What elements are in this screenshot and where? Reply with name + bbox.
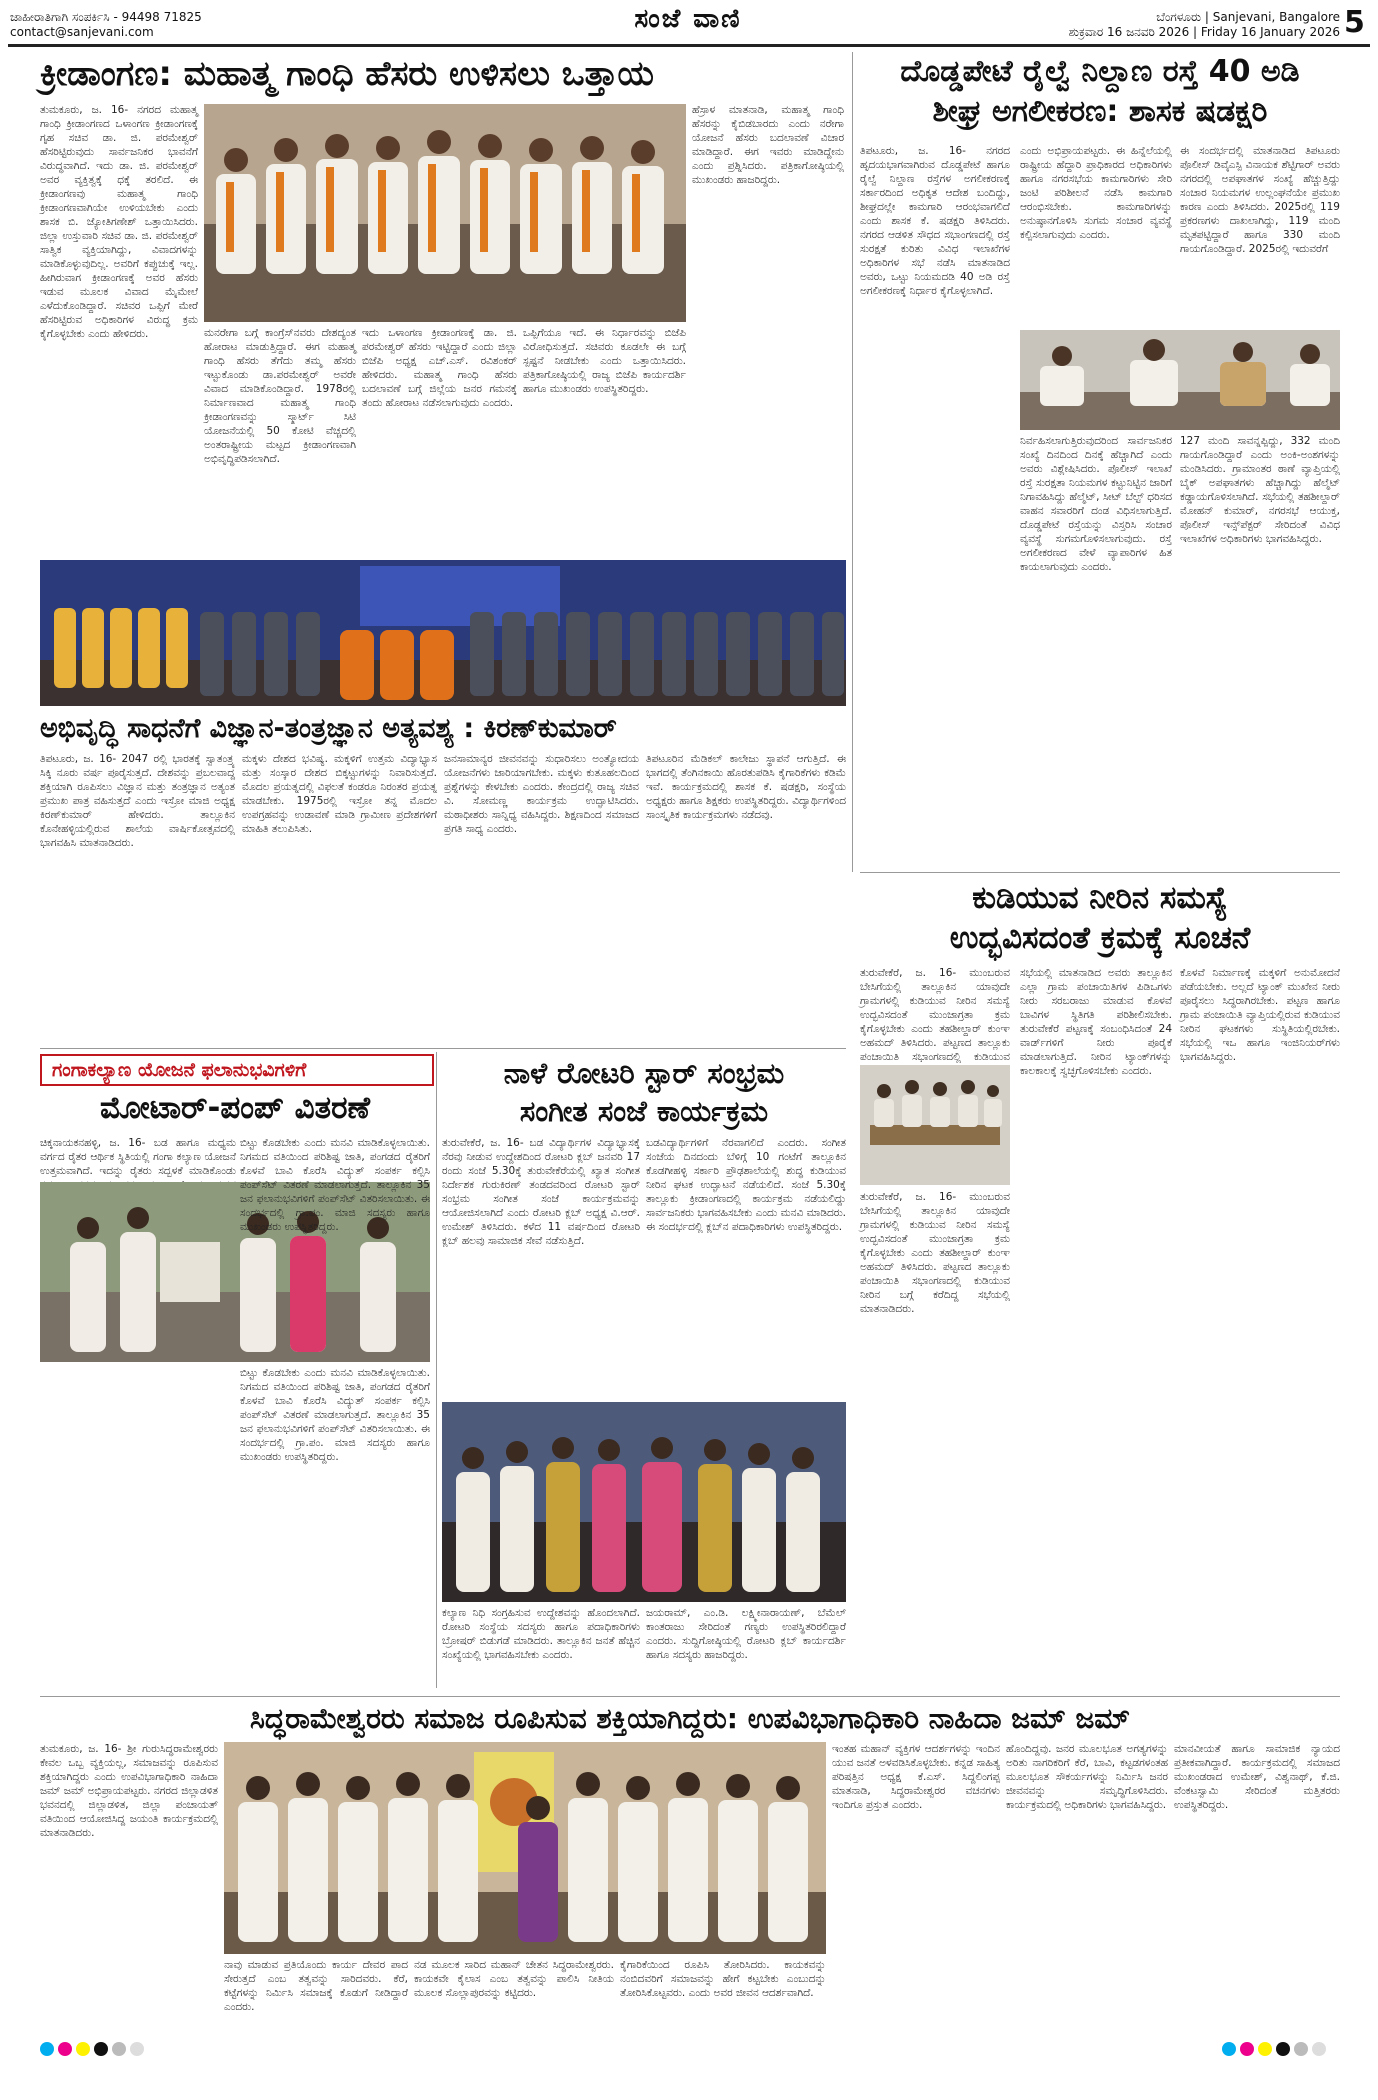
water-column-3: ಕೊಳವೆ ನಿರ್ಮಾಣಕ್ಕೆ ಮಕ್ಕಳಿಗೆ ಅನುಮೋದನೆ ಪಡೆಯಬೇಕು. ಅಲ್ಲದೆ ಟ್ಯಾಂಕ್ ಮುಖೇನ ನೀರು ಪೂರೈಸಲು ಸಿದ್ಧರಾಗಿರಬೇಕು. ಪಟ್ಟಣ ಹಾಗೂ ಗ್ರಾಮ ಪಂಚಾಯಿತಿ ವ್ಯಾಪ್ತಿಯಲ್ಲಿರುವ ಕುಡಿಯುವ ನೀರಿನ ಘಟಕಗಳು ಸುಸ್ಥಿತಿಯಲ್ಲಿರಬೇಕು. ಸಭೆಯಲ್ಲಿ ಇಒ ಹಾಗೂ ಇಂಜಿನಿಯರ್‌ಗಳು ಭಾಗವಹಿಸಿದ್ದರು. [1180,967,1340,1063]
water-headline-line2: ಉದ್ಭವಿಸದಂತೆ ಕ್ರಮಕ್ಕೆ ಸೂಚನೆ [949,920,1251,956]
water-column-1: ತುರುವೇಕೆರೆ, ಜ. 16- ಮುಂಬರುವ ಬೇಸಿಗೆಯಲ್ಲಿ ತಾಲ್ಲೂಕಿನ ಯಾವುದೇ ಗ್ರಾಮಗಳಲ್ಲಿ ಕುಡಿಯುವ ನೀರಿನ ಸಮಸ್ಯೆ ಉದ್ಭವಿಸದಂತೆ ಮುಂಜಾಗ್ರತಾ ಕ್ರಮ ಕೈಗೊಳ್ಳಬೇಕು ಎಂದು ತಹಶೀಲ್ದಾರ್ ಕುಂಞ ಅಹಮದ್ ತಿಳಿಸಿದರು. ಪಟ್ಟಣದ ತಾಲ್ಲೂಕು ಪಂಚಾಯಿತಿ ಸಭಾಂಗಣದಲ್ಲಿ ಕುಡಿಯುವ ನೀರಿನ ಬಗ್ಗೆ ಕರೆದಿದ್ದ ಸಭೆಯಲ್ಲಿ ಮಾತನಾಡಿದರು. [860,1191,1010,1315]
registration-mark-black [94,2042,108,2056]
science-column-4: ತಿಪಟೂರಿನ ಮೆಡಿಕಲ್ ಕಾಲೇಜು ಸ್ಥಾಪನೆ ಆಗುತ್ತಿದೆ. ಈ ಭಾಗದಲ್ಲಿ ತೆಂಗಿನಕಾಯಿ ಹೊರತುಪಡಿಸಿ ಕೈಗಾರಿಕೆಗಳು ಕಡಿಮೆ ಇವೆ. ಕಾರ್ಯಕ್ರಮದಲ್ಲಿ ಶಾಸಕ ಕೆ. ಷಡಕ್ಷರಿ, ಸಂಸ್ಥೆಯ ಅಧ್ಯಕ್ಷರು ಹಾಗೂ ಶಿಕ್ಷಕರು ಉಪಸ್ಥಿತರಿದ್ದರು. ವಿದ್ಯಾರ್ಥಿಗಳಿಂದ ಸಾಂಸ್ಕೃತಿಕ ಕಾರ್ಯಕ್ರಮಗಳು ನಡೆದವು. [646,753,846,821]
siddaramesh-headline: ಸಿದ್ಧರಾಮೇಶ್ವರರು ಸಮಾಜ ರೂಪಿಸುವ ಶಕ್ತಿಯಾಗಿದ್ದರು: ಉಪವಿಭಾಗಾಧಿಕಾರಿ ನಾಹಿದಾ ಜಮ್ ಜಮ್ [249,1702,1130,1735]
science-headline: ಅಭಿವೃದ್ಧಿ ಸಾಧನೆಗೆ ವಿಜ್ಞಾನ-ತಂತ್ರಜ್ಞಾನ ಅತ್ಯವಶ್ಯ : ಕಿರಣ್‌ಕುಮಾರ್ [40,713,617,744]
water-meeting-photo [860,1065,1010,1185]
water-column-2: ಸಭೆಯಲ್ಲಿ ಮಾತನಾಡಿದ ಅವರು ತಾಲ್ಲೂಕಿನ ಎಲ್ಲಾ ಗ್ರಾಮ ಪಂಚಾಯಿತಿಗಳ ಪಿಡಿಒಗಳು ನೀರು ಸರಬರಾಜು ಮಾಡುವ ಕೊಳವೆ ಬಾವಿಗಳ ಸ್ಥಿತಿಗತಿ ಪರಿಶೀಲಿಸಬೇಕು. ತುರುವೇಕೆರೆ ಪಟ್ಟಣಕ್ಕೆ ಸಂಬಂಧಿಸಿದಂತೆ 24 ವಾರ್ಡ್‌ಗಳಿಗೆ ನೀರು ಪೂರೈಕೆ ಮಾಡಲಾಗುತ್ತಿದೆ. ನೀರಿನ ಟ್ಯಾಂಕ್‌ಗಳನ್ನು ಕಾಲಕಾಲಕ್ಕೆ ಸ್ವಚ್ಛಗೊಳಿಸಬೇಕು ಎಂದರು. [1020,967,1172,1077]
stadium-headline: ಕ್ರೀಡಾಂಗಣ: ಮಹಾತ್ಮ ಗಾಂಧಿ ಹೆಸರು ಉಳಿಸಲು ಒತ್ತಾಯ [40,54,654,94]
masthead-logo: ಸಂಜೆ ವಾಣಿ [634,4,742,34]
header-date: ಶುಕ್ರವಾರ 16 ಜನವರಿ 2026 | Friday 16 January 2026 [1068,25,1340,39]
gangakalyana-strap: ಗಂಗಾಕಲ್ಯಾಣ ಯೋಜನೆ ಫಲಾನುಭವಿಗಳಿಗೆ [40,1054,434,1086]
section-divider [40,1696,1340,1697]
science-event-photo [40,560,846,706]
header-contact-email: contact@sanjevani.com [10,25,154,39]
siddaramesh-column-7: ಮಾನವೀಯತೆ ಹಾಗೂ ಸಾಮಾಜಿಕ ನ್ಯಾಯದ ಪ್ರತೀಕವಾಗಿದ್ದಾರೆ. ಕಾರ್ಯಕ್ರಮದಲ್ಲಿ ಸಮಾಜದ ಮುಖಂಡರಾದ ಉಮೇಶ್, ವಿಶ್ವನಾಥ್, ಕೆ.ಜಿ. ವೆಂಕಟಸ್ವಾಮಿ ಸೇರಿದಂತೆ ಮತ್ತಿತರರು ಉಪಸ್ಥಿತರಿದ್ದರು. [1174,1743,1340,1811]
rotary-headline-line2: ಸಂಗೀತ ಸಂಜೆ ಕಾರ್ಯಕ್ರಮ [519,1094,769,1128]
stadium-column-3: ಇದು ಒಳಾಂಗಣ ಕ್ರೀಡಾಂಗಣಕ್ಕೆ ಡಾ. ಜಿ. ಪರಮೇಶ್ವರ್ ಹೆಸರು ಇಟ್ಟಿದ್ದಾರೆ ಎಂದು ಜಿಲ್ಲಾ ಬಿಜೆಪಿ ಅಧ್ಯಕ್ಷ ಎಚ್.ಎಸ್. ರವಿಶಂಕರ್ ಹೇಳಿದರು. ಮಹಾತ್ಮ ಗಾಂಧಿ ಹೆಸರು ಬದಲಾವಣೆ ಬಗ್ಗೆ ಜಿಲ್ಲೆಯ ಜನರ ಗಮನಕ್ಕೆ ತಂದು ಹೋರಾಟ ನಡೆಸಲಾಗುವುದು ಎಂದರು. [362,327,517,409]
railway-column-2: ಎಂದು ಅಭಿಪ್ರಾಯಪಟ್ಟರು. ಈ ಹಿನ್ನೆಲೆಯಲ್ಲಿ ರಾಷ್ಟ್ರೀಯ ಹೆದ್ದಾರಿ ಪ್ರಾಧಿಕಾರದ ಅಧಿಕಾರಿಗಳು ಹಾಗೂ ನಗರಸಭೆಯ ಕಾಮಗಾರಿಗಳು ಸೇರಿ ಜಂಟಿ ಪರಿಶೀಲನೆ ನಡೆಸಿ ಕಾಮಗಾರಿ ಆರಂಭಿಸಬೇಕು. ಕಾಮಗಾರಿಗಳನ್ನು ಅನುಷ್ಠಾನಗೊಳಿಸಿ ಸುಗಮ ಸಂಚಾರ ವ್ಯವಸ್ಥೆ ಕಲ್ಪಿಸಲಾಗುವುದು ಎಂದರು. [1020,145,1172,241]
registration-mark-magenta [1240,2042,1254,2056]
gangakalyana-column-2-top: ಬಿಟ್ಟು ಕೊಡಬೇಕು ಎಂದು ಮನವಿ ಮಾಡಿಕೊಳ್ಳಲಾಯಿತು. ನಿಗಮದ ವತಿಯಿಂದ ಪರಿಶಿಷ್ಟ ಜಾತಿ, ಪಂಗಡದ ರೈತರಿಗೆ ಕೊಳವೆ ಬಾವಿ ಕೊರೆಸಿ ವಿದ್ಯುತ್ ಸಂಪರ್ಕ ಕಲ್ಪಿಸಿ ಪಂಪ್‌ಸೆಟ್ ವಿತರಣೆ ಮಾಡಲಾಗುತ್ತದೆ. ತಾಲ್ಲೂಕಿನ 35 ಜನ ಫಲಾನುಭವಿಗಳಿಗೆ ಪಂಪ್‌ಸೆಟ್ ವಿತರಿಸಲಾಯಿತು. ಈ ಸಂದರ್ಭದಲ್ಲಿ ಗ್ರಾ.ಪಂ. ಮಾಜಿ ಸದಸ್ಯರು ಹಾಗೂ ಮುಖಂಡರು ಉಪಸ್ಥಿತರಿದ್ದರು. [240,1137,430,1233]
stadium-column-5: ಹೆಸ್ರಾಳ ಮಾತನಾಡಿ, ಮಹಾತ್ಮ ಗಾಂಧಿ ಹೆಸರನ್ನು ಕೈಬಿಡಬಾರದು ಎಂದು ನರೇಗಾ ಯೋಜನೆ ಹೆಸರು ಬದಲಾವಣೆ ವಿಚಾರ ಮಾಡಿದ್ದಾರೆ. ಈಗ ಇವರು ಮಾಡಿದ್ದೇನು ಎಂದು ಪ್ರಶ್ನಿಸಿದರು. ಪತ್ರಿಕಾಗೋಷ್ಠಿಯಲ್ಲಿ ಮುಖಂಡರು ಹಾಜರಿದ್ದರು. [692,104,844,186]
registration-mark-grey [1294,2042,1308,2056]
science-column-3: ಜನಸಾಮಾನ್ಯರ ಜೀವನವನ್ನು ಸುಧಾರಿಸಲು ಅಂತ್ಯೋದಯ ಯೋಜನೆಗಳು ಜಾರಿಯಾಗಬೇಕು. ಮಕ್ಕಳು ಕುತೂಹಲದಿಂದ ಪ್ರಶ್ನೆಗಳನ್ನು ಕೇಳಬೇಕು ಎಂದರು. ಕೇಂದ್ರದಲ್ಲಿ ರಾಜ್ಯ ಸಚಿವ ವಿ. ಸೋಮಣ್ಣ ಕಾರ್ಯಕ್ರಮ ಉದ್ಘಾಟಿಸಿದರು. ಮಠಾಧೀಶರು ಸಾನ್ನಿಧ್ಯ ವಹಿಸಿದ್ದರು. ಶಿಕ್ಷಣದಿಂದ ಸಮಾಜದ ಪ್ರಗತಿ ಸಾಧ್ಯ ಎಂದರು. [444,753,639,835]
page-number: 5 [1344,5,1365,40]
siddaramesh-column-5: ಇಂತಹ ಮಹಾನ್ ವ್ಯಕ್ತಿಗಳ ಆದರ್ಶಗಳನ್ನು ಇಂದಿನ ಯುವ ಜನತೆ ಅಳವಡಿಸಿಕೊಳ್ಳಬೇಕು. ಕನ್ನಡ ಸಾಹಿತ್ಯ ಪರಿಷತ್ತಿನ ಅಧ್ಯಕ್ಷ ಕೆ.ಎಸ್. ಸಿದ್ದಲಿಂಗಪ್ಪ ಮಾತನಾಡಿ, ಸಿದ್ಧರಾಮೇಶ್ವರರ ವಚನಗಳು ಇಂದಿಗೂ ಪ್ರಸ್ತುತ ಎಂದರು. [832,1743,1000,1811]
science-column-1: ತಿಪಟೂರು, ಜ. 16- 2047 ರಲ್ಲಿ ಭಾರತಕ್ಕೆ ಸ್ವಾತಂತ್ರ್ಯ ಸಿಕ್ಕಿ ನೂರು ವರ್ಷ ಪೂರೈಸುತ್ತದೆ. ದೇಶವನ್ನು ಪ್ರಬಲವಾದ್ದ ಶಕ್ತಿಯಾಗಿ ರೂಪಿಸಲು ವಿಜ್ಞಾನ ಮತ್ತು ತಂತ್ರಜ್ಞಾನ ಅತ್ಯಂತ ಪ್ರಮುಖ ಪಾತ್ರ ವಹಿಸುತ್ತದೆ ಎಂದು ಇಸ್ರೋ ಮಾಜಿ ಅಧ್ಯಕ್ಷ ಕಿರಣ್‌ಕುಮಾರ್ ಹೇಳಿದರು. ತಾಲ್ಲೂಕಿನ ಕೊನೇಹಳ್ಳಿಯಲ್ಲಿರುವ ಶಾಲೆಯ ವಾರ್ಷಿಕೋತ್ಸವದಲ್ಲಿ ಭಾಗವಹಿಸಿ ಮಾತನಾಡಿದರು. [40,753,235,849]
registration-mark-yellow [76,2042,90,2056]
siddaramesh-column-2: ನಾವು ಮಾಡುವ ಪ್ರತಿಯೊಂದು ಕಾರ್ಯ ದೇವರ ಪಾದ ಸೇರುತ್ತದೆ ಎಂಬ ತತ್ವವನ್ನು ಸಾರಿದವರು. ಕೆರೆ, ಕಟ್ಟೆಗಳನ್ನು ನಿರ್ಮಿಸಿ ಸಮಾಜಕ್ಕೆ ಕೊಡುಗೆ ನೀಡಿದ್ದಾರೆ ಎಂದರು. [224,1959,408,2013]
railway-column-4: ನಿರ್ವಹಿಸಲಾಗುತ್ತಿರುವುದರಿಂದ ಸಾರ್ವಜನಿಕರ ಸಂಖ್ಯೆ ದಿನದಿಂದ ದಿನಕ್ಕೆ ಹೆಚ್ಚಾಗಿದೆ ಎಂದು ಅವರು ವಿಶ್ಲೇಷಿಸಿದರು. ಪೊಲೀಸ್ ಇಲಾಖೆ ರಸ್ತೆ ಸುರಕ್ಷತಾ ನಿಯಮಗಳ ಕಟ್ಟುನಿಟ್ಟಿನ ಜಾರಿಗೆ ನಿಗಾವಹಿಸಿದ್ದು ಹೆಲ್ಮೆಟ್, ಸೀಟ್ ಬೆಲ್ಟ್ ಧರಿಸದ ವಾಹನ ಸವಾರರಿಗೆ ದಂಡ ವಿಧಿಸಲಾಗುತ್ತಿದೆ. ದೊಡ್ಡಪೇಟೆ ರಸ್ತೆಯನ್ನು ವಿಸ್ತರಿಸಿ ಸಂಚಾರ ವ್ಯವಸ್ಥೆ ಸುಗಮಗೊಳಿಸಲಾಗುವುದು. ರಸ್ತೆ ಅಗಲೀಕರಣದ ವೇಳೆ ವ್ಯಾಪಾರಿಗಳ ಹಿತ ಕಾಯಲಾಗುವುದು ಎಂದರು. [1020,435,1172,573]
rotary-headline-line1: ನಾಳೆ ರೋಟರಿ ಸ್ಟಾರ್ ಸಂಭ್ರಮ [503,1056,785,1090]
stadium-photo [204,104,686,322]
gangakalyana-column-1: ಚಿಕ್ಕನಾಯಕನಹಳ್ಳಿ, ಜ. 16- ಬಡ ಹಾಗೂ ಮಧ್ಯಮ ವರ್ಗದ ರೈತರ ಆರ್ಥಿಕ ಸ್ಥಿತಿಯಲ್ಲಿ ಗಂಗಾ ಕಲ್ಯಾಣ ಯೋಜನೆ ಉತ್ತಮವಾಗಿದೆ. ಇದನ್ನು ರೈತರು ಸದ್ಬಳಕೆ ಮಾಡಿಕೊಂಡು [40,1137,236,1177]
stadium-column-2: ಮನರೇಗಾ ಬಗ್ಗೆ ಕಾಂಗ್ರೆಸ್‌ನವರು ದೇಶದ್ಯಂತ ಹೋರಾಟ ಮಾಡುತ್ತಿದ್ದಾರೆ. ಈಗ ಮಹಾತ್ಮ ಗಾಂಧಿ ಹೆಸರು ತೆಗೆದು ತಮ್ಮ ಹೆಸರು ಇಟ್ಟುಕೊಂಡು ಡಾ.ಪರಮೇಶ್ವರ್ ಅವರೇ ವಿವಾದ ಮಾಡಿಕೊಂಡಿದ್ದಾರೆ. 1978ರಲ್ಲಿ ನಿರ್ಮಾಣವಾದ ಮಹಾತ್ಮ ಗಾಂಧಿ ಕ್ರೀಡಾಂಗಣವನ್ನು ಸ್ಮಾರ್ಟ್ ಸಿಟಿ ಯೋಜನೆಯಲ್ಲಿ 50 ಕೋಟಿ ವೆಚ್ಚದಲ್ಲಿ ಅಂತರಾಷ್ಟ್ರೀಯ ಮಟ್ಟದ ಕ್ರೀಡಾಂಗಣವಾಗಿ ಅಭಿವೃದ್ಧಿಪಡಿಸಲಾಗಿದೆ. [204,327,356,465]
registration-mark-light [130,2042,144,2056]
railway-column-5: 127 ಮಂದಿ ಸಾವನ್ನಪ್ಪಿದ್ದು, 332 ಮಂದಿ ಗಾಯಗೊಂಡಿದ್ದಾರೆ ಎಂದು ಅಂಕಿ-ಅಂಶಗಳನ್ನು ಮಂಡಿಸಿದರು. ಗ್ರಾಮಾಂತರ ಠಾಣೆ ವ್ಯಾಪ್ತಿಯಲ್ಲಿ ಬೈಕ್ ಅಪಘಾತಗಳು ಹೆಚ್ಚಾಗಿದ್ದು ಹೆಲ್ಮೆಟ್ ಕಡ್ಡಾಯಗೊಳಿಸಲಾಗಿದೆ. ಸಭೆಯಲ್ಲಿ ತಹಶೀಲ್ದಾರ್ ಮೋಹನ್ ಕುಮಾರ್, ನಗರಸಭೆ ಆಯುಕ್ತ, ಪೊಲೀಸ್ ಇನ್ಸ್‌ಪೆಕ್ಟರ್ ಸೇರಿದಂತೆ ವಿವಿಧ ಇಲಾಖೆಗಳ ಅಧಿಕಾರಿಗಳು ಭಾಗವಹಿಸಿದ್ದರು. [1180,435,1340,545]
gangakalyana-column-2: ಬಿಟ್ಟು ಕೊಡಬೇಕು ಎಂದು ಮನವಿ ಮಾಡಿಕೊಳ್ಳಲಾಯಿತು. ನಿಗಮದ ವತಿಯಿಂದ ಪರಿಶಿಷ್ಟ ಜಾತಿ, ಪಂಗಡದ ರೈತರಿಗೆ ಕೊಳವೆ ಬಾವಿ ಕೊರೆಸಿ ವಿದ್ಯುತ್ ಸಂಪರ್ಕ ಕಲ್ಪಿಸಿ ಪಂಪ್‌ಸೆಟ್ ವಿತರಣೆ ಮಾಡಲಾಗುತ್ತದೆ. ತಾಲ್ಲೂಕಿನ 35 ಜನ ಫಲಾನುಭವಿಗಳಿಗೆ ಪಂಪ್‌ಸೆಟ್ ವಿತರಿಸಲಾಯಿತು. ಈ ಸಂದರ್ಭದಲ್ಲಿ ಗ್ರಾ.ಪಂ. ಮಾಜಿ ಸದಸ್ಯರು ಹಾಗೂ ಮುಖಂಡರು ಉಪಸ್ಥಿತರಿದ್ದರು. [240,1367,430,1463]
column-divider [436,1052,437,1688]
registration-mark-cyan [1222,2042,1236,2056]
stadium-column-4: ಒಪ್ಪಿಗೆಯೂ ಇದೆ. ಈ ನಿರ್ಧಾರವನ್ನು ಬಿಜೆಪಿ ವಿರೋಧಿಸುತ್ತದೆ. ಸಚಿವರು ಕೂಡಲೇ ಈ ಬಗ್ಗೆ ಸ್ಪಷ್ಟನೆ ನೀಡಬೇಕು ಎಂದು ಒತ್ತಾಯಿಸಿದರು. ಪತ್ರಿಕಾಗೋಷ್ಠಿಯಲ್ಲಿ ರಾಜ್ಯ ಬಿಜೆಪಿ ಕಾರ್ಯದರ್ಶಿ ಹಾಗೂ ಮುಖಂಡರು ಉಪಸ್ಥಿತರಿದ್ದರು. [523,327,686,395]
rotary-brochure-photo [442,1402,846,1602]
rotary-column-1: ತುರುವೇಕೆರೆ, ಜ. 16- ಬಡ ವಿದ್ಯಾರ್ಥಿಗಳ ವಿದ್ಯಾಭ್ಯಾಸಕ್ಕೆ ನೆರವು ನೀಡುವ ಉದ್ದೇಶದಿಂದ ರೋಟರಿ ಕ್ಲಬ್ ಜನವರಿ 17 ರಂದು ಸಂಜೆ 5.30ಕ್ಕೆ ತುರುವೇಕೆರೆಯಲ್ಲಿ ಖ್ಯಾತ ಸಂಗೀತ ನಿರ್ದೇಶಕ ಗುರುಕಿರಣ್ ತಂಡದವರಿಂದ ರೋಟರಿ ಸ್ಟಾರ್ ಸಂಭ್ರಮ ಸಂಗೀತ ಸಂಜೆ ಕಾರ್ಯಕ್ರಮವನ್ನು ಆಯೋಜಿಸಲಾಗಿದೆ ಎಂದು ರೋಟರಿ ಕ್ಲಬ್ ಅಧ್ಯಕ್ಷ ವಿ.ಆರ್. ಉಮೇಶ್ ತಿಳಿಸಿದರು. ಕಳೆದ 11 ವರ್ಷದಿಂದ ರೋಟರಿ ಕ್ಲಬ್ ಹಲವು ಸಾಮಾಜಿಕ ಸೇವೆ ನಡೆಸುತ್ತಿದೆ. [442,1137,640,1247]
railway-headline-line2: ಶೀಘ್ರ ಅಗಲೀಕರಣ: ಶಾಸಕ ಷಡಕ್ಷರಿ [932,94,1268,129]
railway-headline-line1: ದೊಡ್ಡಪೇಟೆ ರೈಲ್ವೆ ನಿಲ್ದಾಣ ರಸ್ತೆ 40 ಅಡಿ [900,54,1300,89]
science-column-2: ಮಕ್ಕಳು ದೇಶದ ಭವಿಷ್ಯ. ಮಕ್ಕಳಿಗೆ ಉತ್ತಮ ವಿದ್ಯಾಭ್ಯಾಸ ಮತ್ತು ಸಂಸ್ಕಾರ ದೇಶದ ಬಿಕ್ಕಟ್ಟುಗಳನ್ನು ನಿವಾರಿಸುತ್ತದೆ. ಮೊದಲ ಪ್ರಯತ್ನದಲ್ಲಿ ವಿಫಲತೆ ಕಂಡರೂ ನಿರಂತರ ಪ್ರಯತ್ನ ಮಾಡಬೇಕು. 1975ರಲ್ಲಿ ಇಸ್ರೋ ತನ್ನ ಮೊದಲ ಉಪಗ್ರಹವನ್ನು ಉಡಾವಣೆ ಮಾಡಿ ಗ್ರಾಮೀಣ ಪ್ರದೇಶಗಳಿಗೆ ಮಾಹಿತಿ ತಲುಪಿಸಿತು. [242,753,437,835]
registration-mark-light [1312,2042,1326,2056]
registration-mark-yellow [1258,2042,1272,2056]
railway-column-3: ಈ ಸಂದರ್ಭದಲ್ಲಿ ಮಾತನಾಡಿದ ತಿಪಟೂರು ಪೊಲೀಸ್ ಡಿವೈಎಸ್ಪಿ ವಿನಾಯಕ ಶೆಟ್ಟಿಗಾರ್ ಅವರು ನಗರದಲ್ಲಿ ಅಪಘಾತಗಳ ಸಂಖ್ಯೆ ಹೆಚ್ಚುತ್ತಿದ್ದು ಸಂಚಾರ ನಿಯಮಗಳ ಉಲ್ಲಂಘನೆಯೇ ಪ್ರಮುಖ ಕಾರಣ ಎಂದು ತಿಳಿಸಿದರು. 2025ರಲ್ಲಿ 119 ಪ್ರಕರಣಗಳು ದಾಖಲಾಗಿದ್ದು, 119 ಮಂದಿ ಮೃತಪಟ್ಟಿದ್ದಾರೆ ಹಾಗೂ 330 ಮಂದಿ ಗಾಯಗೊಂಡಿದ್ದಾರೆ. 2025ರಲ್ಲಿ ಇದುವರೆಗೆ [1180,145,1340,255]
siddaramesh-column-1: ತುಮಕೂರು, ಜ. 16- ಶ್ರೀ ಗುರುಸಿದ್ಧರಾಮೇಶ್ವರರು ಕೇವಲ ಒಬ್ಬ ವ್ಯಕ್ತಿಯಲ್ಲ, ಸಮಾಜವನ್ನು ರೂಪಿಸುವ ಶಕ್ತಿಯಾಗಿದ್ದರು ಎಂದು ಉಪವಿಭಾಗಾಧಿಕಾರಿ ನಾಹಿದಾ ಜಮ್ ಜಮ್ ಅಭಿಪ್ರಾಯಪಟ್ಟರು. ನಗರದ ಜಿಲ್ಲಾಡಳಿತ ಭವನದಲ್ಲಿ ಜಿಲ್ಲಾಡಳಿತ, ಜಿಲ್ಲಾ ಪಂಚಾಯತ್ ವತಿಯಿಂದ ಆಯೋಜಿಸಿದ್ದ ಜಯಂತಿ ಕಾರ್ಯಕ್ರಮದಲ್ಲಿ ಮಾತನಾಡಿದರು. [40,1743,218,1839]
rotary-caption-column-2: ಜಯರಾಮ್, ಎಂ.ಡಿ. ಲಕ್ಷ್ಮೀನಾರಾಯಣ್, ಬೆಮೆಲ್ ಕಾಂತರಾಜು ಸೇರಿದಂತೆ ಗಣ್ಯರು ಉಪಸ್ಥಿತರಿರಲಿದ್ದಾರೆ ಎಂದರು. ಸುದ್ದಿಗೋಷ್ಠಿಯಲ್ಲಿ ರೋಟರಿ ಕ್ಲಬ್ ಕಾರ್ಯದರ್ಶಿ ಹಾಗೂ ಸದಸ್ಯರು ಹಾಜರಿದ್ದರು. [646,1607,846,1661]
siddaramesh-column-6: ಹೊಂದಿದ್ದವು. ಜನರ ಮೂಲಭೂತ ಅಗತ್ಯಗಳನ್ನು ಅರಿತು ನಾಗರಿಕರಿಗೆ ಕೆರೆ, ಬಾವಿ, ಕಟ್ಟಡಗಳಂತಹ ಮೂಲಭೂತ ಸೌಕರ್ಯಗಳನ್ನು ನಿರ್ಮಿಸಿ ಜನರ ಜೀವನವನ್ನು ಸಮೃದ್ಧಿಗೊಳಿಸಿದರು. ಕಾರ್ಯಕ್ರಮದಲ್ಲಿ ಅಧಿಕಾರಿಗಳು ಭಾಗವಹಿಸಿದ್ದರು. [1006,1743,1168,1811]
registration-mark-grey [112,2042,126,2056]
registration-mark-black [1276,2042,1290,2056]
rotary-caption-column-1: ಕಲ್ಯಾಣ ನಿಧಿ ಸಂಗ್ರಹಿಸುವ ಉದ್ದೇಶವನ್ನು ಹೊಂದಲಾಗಿದೆ. ರೋಟರಿ ಸಂಸ್ಥೆಯ ಸದಸ್ಯರು ಹಾಗೂ ಪದಾಧಿಕಾರಿಗಳು ಬ್ರೋಷರ್ ಬಿಡುಗಡೆ ಮಾಡಿದರು. ತಾಲ್ಲೂಕಿನ ಜನತೆ ಹೆಚ್ಚಿನ ಸಂಖ್ಯೆಯಲ್ಲಿ ಭಾಗವಹಿಸಬೇಕು ಎಂದರು. [442,1607,640,1661]
column-divider [852,52,853,872]
railway-column-1: ತಿಪಟೂರು, ಜ. 16- ನಗರದ ಹೃದಯಭಾಗವಾಗಿರುವ ದೊಡ್ಡಪೇಟೆ ಹಾಗೂ ರೈಲ್ವೆ ನಿಲ್ದಾಣ ರಸ್ತೆಗಳ ಅಗಲೀಕರಣಕ್ಕೆ ಸರ್ಕಾರದಿಂದ ಅಧಿಕೃತ ಆದೇಶ ಬಂದಿದ್ದು, ಶೀಘ್ರದಲ್ಲೇ ಕಾಮಗಾರಿ ಆರಂಭವಾಗಲಿದೆ ಎಂದು ಶಾಸಕ ಕೆ. ಷಡಕ್ಷರಿ ತಿಳಿಸಿದರು. ನಗರದ ಆಡಳಿತ ಸೌಧದ ಸಭಾಂಗಣದಲ್ಲಿ ರಸ್ತೆ ಸುರಕ್ಷತೆ ಕುರಿತು ವಿವಿಧ ಇಲಾಖೆಗಳ ಅಧಿಕಾರಿಗಳ ಸಭೆ ನಡೆಸಿ ಮಾತನಾಡಿದ ಅವರು, ಒಟ್ಟು ನಿಯಮದಡಿ 40 ಅಡಿ ರಸ್ತೆ ಅಗಲೀಕರಣಕ್ಕೆ ನಿರ್ಧಾರ ಕೈಗೊಳ್ಳಲಾಗಿದೆ. [860,145,1010,297]
header-city: ಬೆಂಗಳೂರು | Sanjevani, Bangalore [1156,10,1340,24]
water-headline-line1: ಕುಡಿಯುವ ನೀರಿನ ಸಮಸ್ಯೆ [972,880,1228,916]
water-column-1-top: ತುರುವೇಕೆರೆ, ಜ. 16- ಮುಂಬರುವ ಬೇಸಿಗೆಯಲ್ಲಿ ತಾಲ್ಲೂಕಿನ ಯಾವುದೇ ಗ್ರಾಮಗಳಲ್ಲಿ ಕುಡಿಯುವ ನೀರಿನ ಸಮಸ್ಯೆ ಉದ್ಭವಿಸದಂತೆ ಮುಂಜಾಗ್ರತಾ ಕ್ರಮ ಕೈಗೊಳ್ಳಬೇಕು ಎಂದು ತಹಶೀಲ್ದಾರ್ ಕುಂಞ ಅಹಮದ್ ತಿಳಿಸಿದರು. ಪಟ್ಟಣದ ತಾಲ್ಲೂಕು ಪಂಚಾಯಿತಿ ಸಭಾಂಗಣದಲ್ಲಿ ಕುಡಿಯುವ [860,967,1010,1063]
stadium-column-1: ತುಮಕೂರು, ಜ. 16- ನಗರದ ಮಹಾತ್ಮ ಗಾಂಧಿ ಕ್ರೀಡಾಂಗಣದ ಒಳಾಂಗಣ ಕ್ರೀಡಾಂಗಣಕ್ಕೆ ಗೃಹ ಸಚಿವ ಡಾ. ಜಿ. ಪರಮೇಶ್ವರ್ ಹೆಸರಿಟ್ಟಿರುವುದು ಸಾರ್ವಜನಿಕರ ಭಾವನೆಗೆ ವಿರುದ್ಧವಾಗಿದೆ. ಇದು ಡಾ. ಜಿ. ಪರಮೇಶ್ವರ್ ಅವರ ವ್ಯಕ್ತಿತ್ವಕ್ಕೆ ಧಕ್ಕೆ ತರಲಿದೆ. ಈ ಕ್ರೀಡಾಂಗಣವು ಮಹಾತ್ಮ ಗಾಂಧಿ ಕ್ರೀಡಾಂಗಣವಾಗಿಯೇ ಉಳಿಯಬೇಕು ಎಂದು ಶಾಸಕ ಬಿ. ಜ್ಯೋತಿಗಣೇಶ್ ಒತ್ತಾಯಿಸಿದರು. ಜಿಲ್ಲಾ ಉಸ್ತುವಾರಿ ಸಚಿವ ಡಾ. ಜಿ. ಪರಮೇಶ್ವರ್ ಸಾತ್ವಿಕ ವ್ಯಕ್ತಿಯಾಗಿದ್ದು, ವಿವಾದಗಳನ್ನು ಮಾಡಿಕೊಳ್ಳುವುದಿಲ್ಲ. ಅವರಿಗೆ ಕಪ್ಪುಚುಕ್ಕೆ ಇಲ್ಲ. ಹೀಗಿರುವಾಗ ಕ್ರೀಡಾಂಗಣಕ್ಕೆ ಅವರ ಹೆಸರು ಇಡುವ ಮೂಲಕ ವಿವಾದ ಮೈಮೇಲೆ ಎಳೆದುಕೊಂಡಿದ್ದಾರೆ. ಸಚಿವರ ಒಪ್ಪಿಗೆ ಮೇರೆ ಹೆಸರಿಟ್ಟಿರುವ ಅಧಿಕಾರಿಗಳ ವಿರುದ್ಧ ಕ್ರಮ ಕೈಗೊಳ್ಳಬೇಕು ಎಂದು ಹೇಳಿದರು. [40,104,198,340]
gangakalyana-headline: ಮೋಟಾರ್-ಪಂಪ್ ವಿತರಣೆ [99,1090,371,1126]
registration-mark-magenta [58,2042,72,2056]
section-divider [860,872,1340,873]
header-ad-line: ಜಾಹೀರಾತಿಗಾಗಿ ಸಂಪರ್ಕಿಸಿ - 94498 71825 [10,10,202,24]
section-divider [40,1048,846,1049]
jayanti-event-photo [224,1742,826,1954]
siddaramesh-column-4: ಕೈಗಾರಿಕೆಯಿಂದ ರೂಪಿಸಿ ತೋರಿಸಿದರು. ಕಾಯಕವನ್ನು ನಂಬಿದವರಿಗೆ ಸಮಾಜವನ್ನು ಹೇಗೆ ಕಟ್ಟಬೇಕು ಎಂಬುದನ್ನು ತೋರಿಸಿಕೊಟ್ಟವರು. ಎಂದು ಅವರ ಜೀವನ ಆದರ್ಶವಾಗಿದೆ. [620,1959,826,1999]
registration-mark-cyan [40,2042,54,2056]
railway-meeting-photo [1020,330,1340,430]
header-rule [8,44,1370,47]
rotary-column-2: ಬಡವಿದ್ಯಾರ್ಥಿಗಳಿಗೆ ನೆರವಾಗಲಿದೆ ಎಂದರು. ಸಂಗೀತ ಸಂಜೆಯ ದಿನದಂದು ಬೆಳಿಗ್ಗೆ 10 ಗಂಟೆಗೆ ತಾಲ್ಲೂಕಿನ ಕೊಡಗೀಹಳ್ಳಿ ಸರ್ಕಾರಿ ಪ್ರೌಢಶಾಲೆಯಲ್ಲಿ ಶುದ್ಧ ಕುಡಿಯುವ ನೀರಿನ ಘಟಕ ಉದ್ಘಾಟನೆ ನಡೆಯಲಿದೆ. ಸಂಜೆ 5.30ಕ್ಕೆ ತಾಲ್ಲೂಕು ಕ್ರೀಡಾಂಗಣದಲ್ಲಿ ಕಾರ್ಯಕ್ರಮ ನಡೆಯಲಿದ್ದು ಸಾರ್ವಜನಿಕರು ಭಾಗವಹಿಸಬೇಕು ಎಂದು ಮನವಿ ಮಾಡಿದರು. ಈ ಸಂದರ್ಭದಲ್ಲಿ ಕ್ಲಬ್‌ನ ಪದಾಧಿಕಾರಿಗಳು ಉಪಸ್ಥಿತರಿದ್ದರು. [646,1137,846,1233]
siddaramesh-column-3: ನಡ ಮೂಲಕ ಸಾರಿದ ಮಹಾನ್ ಚೇತನ ಸಿದ್ಧರಾಮೇಶ್ವರರು. ಕಾಯಕವೇ ಕೈಲಾಸ ಎಂಬ ತತ್ವವನ್ನು ಪಾಲಿಸಿ ನೀತಿಯ ಮೂಲಕ ಸೊಲ್ಲಾಪುರವನ್ನು ಕಟ್ಟಿದರು. [414,1959,614,1999]
